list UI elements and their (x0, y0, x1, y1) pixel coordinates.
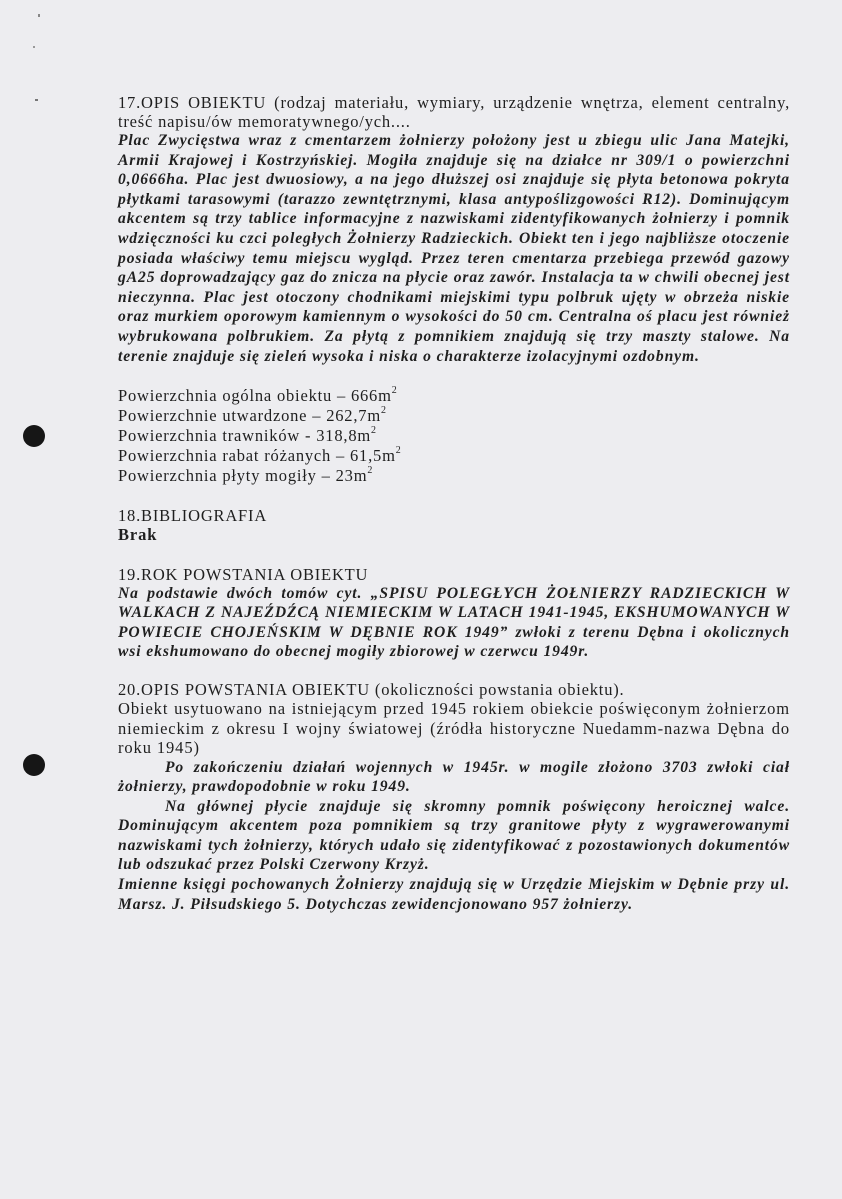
section-20 (118, 680, 790, 914)
area-total: Powierzchnia ogólna obiektu – $666m^2$ (118, 385, 398, 406)
section-19-heading: 19.ROK POWSTANIA OBIEKTU (118, 564, 369, 584)
area-grave-slab: Powierzchnia płyty mogiły – $23m^2$ (118, 465, 374, 486)
section-17-heading: 17.OPIS OBIEKTU (rodzaj materiału, wymiary, urządzenie wnętrza, element centralny, treść napisu/ów memoratywnego/ych.... (118, 93, 790, 131)
section-20-paragraph-1: Obiekt usytuowano na istniejącym przed 1945 rokiem obiekcie poświęconym żołnierzom niemieckim z okresu I wojny światowej (źródła historyczne Nuedamm-nazwa Dębna do roku 1945) (118, 699, 790, 757)
scan-speck (38, 14, 40, 17)
section-18 (118, 506, 790, 545)
section-19 (118, 565, 790, 662)
scan-speck (33, 46, 35, 48)
section-18-heading: 18.BIBLIOGRAFIA (118, 506, 268, 526)
punch-hole-icon (23, 425, 45, 447)
section-20-paragraph-2: Po zakończeniu działań wojennych w 1945r. w mogile złożono 3703 zwłoki ciał żołnierzy, prawdopodobnie w roku 1949. (118, 758, 790, 796)
section-17-body: Plac Zwycięstwa wraz z cmentarzem żołnierzy położony jest u zbiegu ulic Jana Matejki, Armii Krajowej i Kostrzyńskiej. Mogiła znajduje się na działce nr 309/1 o powierzchni 0,0666ha. Plac jest dwuosiowy, a na jego dłuższej osi znajduje się płyta betonowa pokryta płytkami tarasowymi (tarazzo zewntętrznymi, klasa antypoślizgowości R12). Dominującym akcentem są trzy tablice informacyjne z nazwiskami zidentyfikowanych żołnierzy i pomnik wdzięczności ku czci poległych Żołnierzy Radzieckich. Obiekt ten i jego najbliższe otoczenie posiada właściwy temu miejscu wygląd. Przez teren cmentarza przebiega przewód gazowy gA25 doprowadzający gaz do znicza na płycie oraz zawór. Instalacja ta w chwili obecnej jest nieczynna. Plac jest otoczony chodnikami miejskimi typu polbruk ujęty w obrzeża niskie oraz murkiem oporowym kamiennym o wysokości do 50 cm. Centralna oś placu jest również wybrukowana polbrukiem. Za płytą z pomnikiem znajdują się trzy maszty stalowe. Na terenie znajduje się zieleń wysoka i niska o charakterze izolacyjnymi ozdobnym. (118, 132, 790, 365)
area-paved: Powierzchnie utwardzone – $262,7m^2$ (118, 405, 387, 426)
section-18-body: Brak (118, 525, 158, 545)
area-lawns: Powierzchnia trawników - $318,8m^2$ (118, 425, 377, 446)
section-17 (118, 93, 790, 366)
area-rose-beds: Powierzchnia rabat różanych – $61,5m^2$ (118, 445, 402, 466)
section-19-body: Na podstawie dwóch tomów cyt. „SPISU POLEGŁYCH ŻOŁNIERZY RADZIECKICH W WALKACH Z NAJEŹDŹCĄ NIEMIECKIM W LATACH 1941-1945, EKSHUMOWANYCH W POWIECIE CHOJEŃSKIM W DĘBNIE ROK 1949” zwłoki z terenu Dębna i okolicznych wsi ekshumowano do obecnej mogiły zbiorowej w czerwcu 1949r. (118, 584, 790, 661)
scan-speck (35, 99, 38, 101)
section-20-paragraph-4: Imienne księgi pochowanych Żołnierzy znajdują się w Urzędzie Miejskim w Dębnie przy ul. Marsz. J. Piłsudskiego 5. Dotychczas zewidencjonowano 957 żołnierzy. (118, 876, 790, 913)
section-20-paragraph-3: Na głównej płycie znajduje się skromny pomnik poświęcony heroicznej walce. Dominującym akcentem poza pomnikiem są trzy granitowe płyty z wygrawerowanymi nazwiskami tych żołnierzy, których udało się zidentyfikować z pozostawionych dokumentów lub odszukać przez Polski Czerwony Krzyż. (118, 797, 790, 874)
area-list (118, 386, 790, 486)
section-20-heading: 20.OPIS POWSTANIA OBIEKTU (okoliczności powstania obiektu). (118, 680, 625, 699)
document-content (118, 93, 790, 914)
punch-hole-icon (23, 754, 45, 776)
